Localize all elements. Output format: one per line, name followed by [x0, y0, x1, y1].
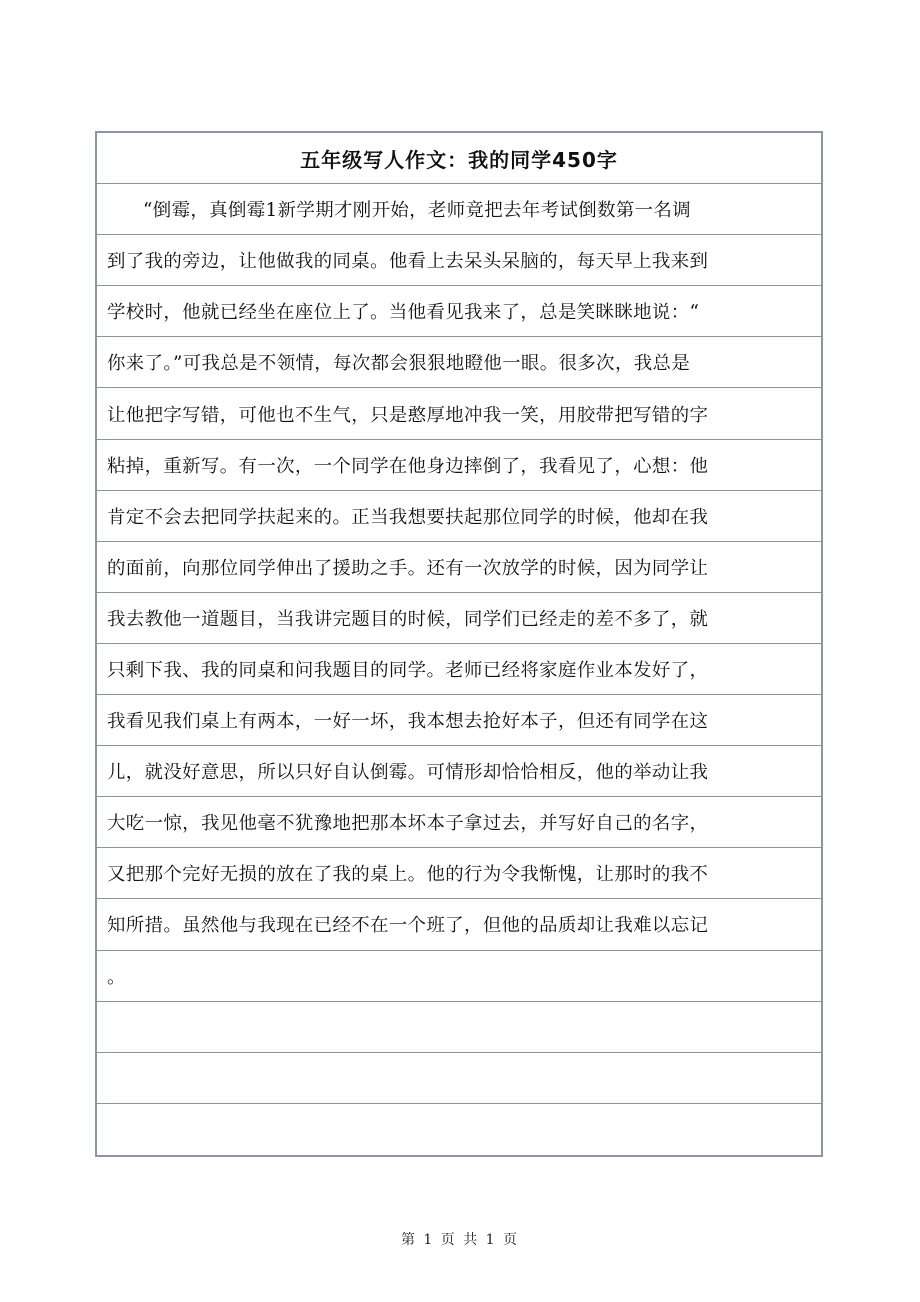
essay-line [97, 235, 821, 286]
empty-line [97, 1053, 821, 1104]
essay-line-text: 让他把字写错，可他也不生气，只是憨厚地冲我一笑，用胶带把写错的字 [107, 404, 709, 426]
empty-line [97, 1104, 821, 1155]
essay-line-text: 知所措。虽然他与我现在已经不在一个班了，但他的品质却让我难以忘记 [107, 915, 709, 937]
essay-line [97, 695, 821, 746]
essay-line [97, 542, 821, 593]
essay-line [97, 848, 821, 899]
essay-line-text: 你来了。”可我总是不领情，每次都会狠狠地瞪他一眼。很多次，我总是 [107, 353, 691, 375]
essay-line-text: 。 [107, 966, 126, 988]
essay-line-text: 大吃一惊，我见他毫不犹豫地把那本坏本子拿过去，并写好自己的名字， [107, 813, 709, 835]
essay-line-text: 儿，就没好意思，所以只好自认倒霉。可情形却恰恰相反，他的举动让我 [107, 762, 709, 784]
essay-line [97, 388, 821, 439]
essay-line [97, 184, 821, 235]
essay-line [97, 491, 821, 542]
essay-line [97, 644, 821, 695]
essay-line-text: 的面前，向那位同学伸出了援助之手。还有一次放学的时候，因为同学让 [107, 557, 709, 579]
essay-table [95, 131, 823, 1157]
essay-line-text: 肯定不会去把同学扶起来的。正当我想要扶起那位同学的时候，他却在我 [107, 506, 709, 528]
essay-line-text: 到了我的旁边，让他做我的同桌。他看上去呆头呆脑的，每天早上我来到 [107, 251, 709, 273]
essay-title: 五年级写人作文：我的同学450字 [300, 147, 618, 172]
essay-line-text: “倒霉，真倒霉1新学期才刚开始，老师竟把去年考试倒数第一名调 [143, 200, 692, 222]
essay-line [97, 951, 821, 1002]
essay-line-text: 我去教他一道题目，当我讲完题目的时候，同学们已经走的差不多了，就 [107, 608, 709, 630]
essay-line-text: 我看见我们桌上有两本，一好一坏，我本想去抢好本子，但还有同学在这 [107, 711, 709, 733]
essay-line-text: 学校时，他就已经坐在座位上了。当他看见我来了，总是笑眯眯地说：“ [107, 302, 700, 324]
essay-line [97, 746, 821, 797]
essay-line [97, 440, 821, 491]
essay-line [97, 593, 821, 644]
essay-line [97, 899, 821, 950]
essay-line [97, 286, 821, 337]
essay-line [97, 797, 821, 848]
essay-line [97, 337, 821, 388]
essay-line-text: 粘掉，重新写。有一次，一个同学在他身边摔倒了，我看见了，心想：他 [107, 455, 709, 477]
essay-title-row [97, 133, 821, 184]
essay-line-text: 只剩下我、我的同桌和问我题目的同学。老师已经将家庭作业本发好了， [107, 659, 709, 681]
page-footer: 第 1 页 共 1 页 [400, 1232, 520, 1248]
essay-line-text: 又把那个完好无损的放在了我的桌上。他的行为令我惭愧，让那时的我不 [107, 864, 709, 886]
empty-line [97, 1002, 821, 1053]
